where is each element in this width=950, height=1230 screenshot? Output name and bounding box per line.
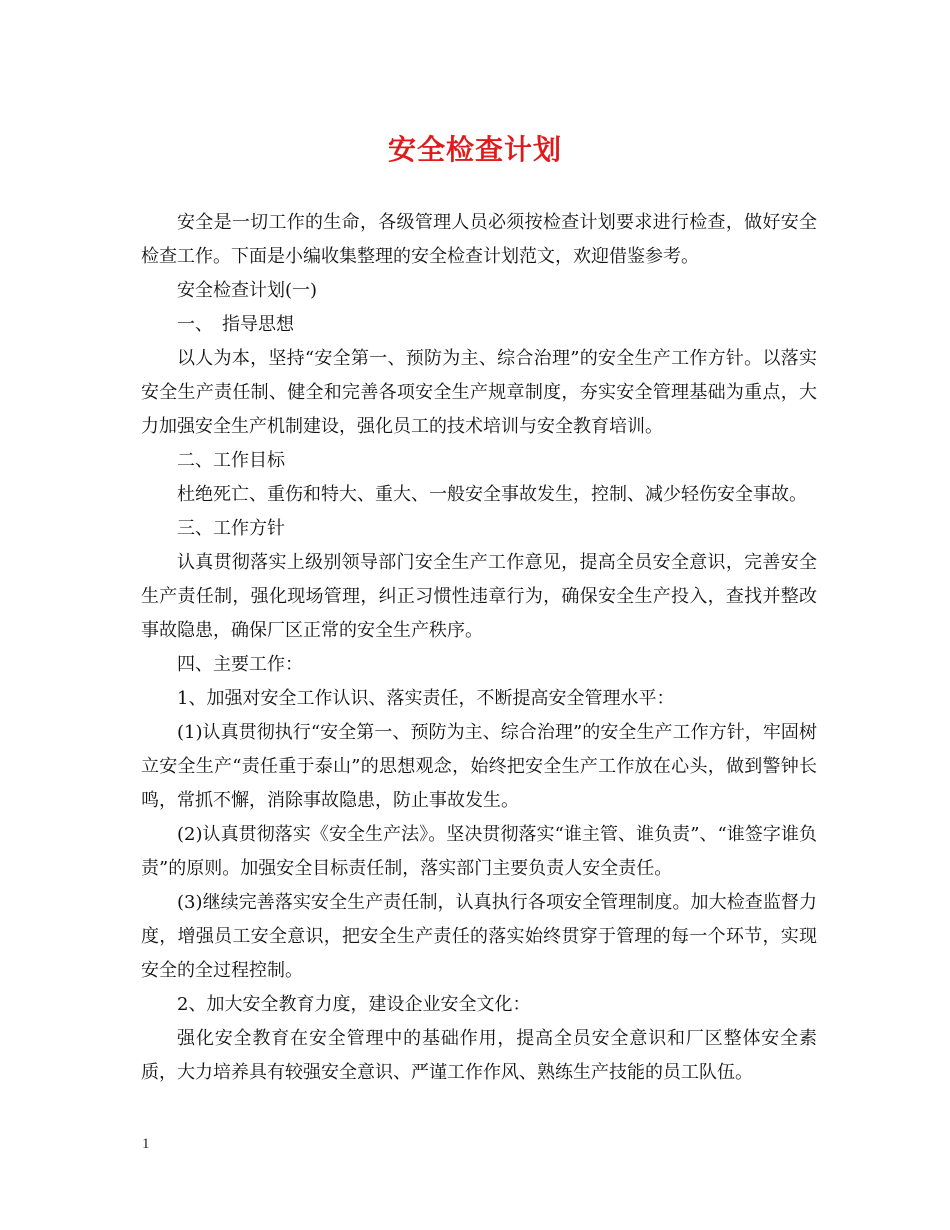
item-paragraph-1: (1)认真贯彻执行“安全第一、预防为主、综合治理”的安全生产工作方针，牢固树立安全生产“责任重于泰山”的思想观念，始终把安全生产工作放在心头，做到警钟长鸣，常抓不懈，消除事故隐患，防止事故发生。 (141, 722, 817, 811)
document-body (141, 206, 817, 1090)
education-paragraph: 强化安全教育在安全管理中的基础作用，提高全员安全意识和厂区整体安全素质，大力培养具有较强安全意识、严谨工作作风、熟练生产技能的员工队伍。 (141, 1028, 817, 1083)
work-goals-paragraph: 杜绝死亡、重伤和特大、重大、一般安全事故发生，控制、减少轻伤安全事故。 (177, 484, 807, 505)
subsection-heading-1: 1、加强对安全工作认识、落实责任，不断提高安全管理水平： (177, 688, 675, 709)
plan-heading: 安全检查计划(一) (177, 280, 318, 301)
page-number: 1 (142, 1136, 150, 1152)
subsection-heading-2: 2、加大安全教育力度，建设企业安全文化： (177, 994, 531, 1015)
section-heading-main-work: 四、主要工作： (177, 654, 303, 675)
item-paragraph-3: (3)继续完善落实安全生产责任制，认真执行各项安全管理制度。加大检查监督力度，增强员工安全意识，把安全生产责任的落实始终贯穿于管理的每一个环节，实现安全的全过程控制。 (141, 892, 817, 981)
section-heading-work-policy: 三、工作方针 (177, 518, 285, 539)
section-heading-work-goals: 二、工作目标 (177, 450, 285, 471)
work-policy-paragraph: 认真贯彻落实上级别领导部门安全生产工作意见，提高全员安全意识，完善安全生产责任制，强化现场管理，纠正习惯性违章行为，确保安全生产投入，查找并整改事故隐患，确保厂区正常的安全生产秩序。 (141, 552, 817, 641)
intro-paragraph: 安全是一切工作的生命，各级管理人员必须按检查计划要求进行检查，做好安全检查工作。下面是小编收集整理的安全检查计划范文，欢迎借鉴参考。 (141, 212, 817, 267)
document-title: 安全检查计划 (387, 133, 562, 166)
item-paragraph-2: (2)认真贯彻落实《安全生产法》。坚决贯彻落实“谁主管、谁负责”、“谁签字谁负责”的原则。加强安全目标责任制，落实部门主要负责人安全责任。 (141, 824, 817, 879)
section-heading-guiding-ideology: 一、 指导思想 (177, 314, 294, 335)
guiding-ideology-paragraph: 以人为本，坚持“安全第一、预防为主、综合治理”的安全生产工作方针。以落实安全生产责任制、健全和完善各项安全生产规章制度，夯实安全管理基础为重点，大力加强安全生产机制建设，强化员工的技术培训与安全教育培训。 (141, 348, 817, 437)
